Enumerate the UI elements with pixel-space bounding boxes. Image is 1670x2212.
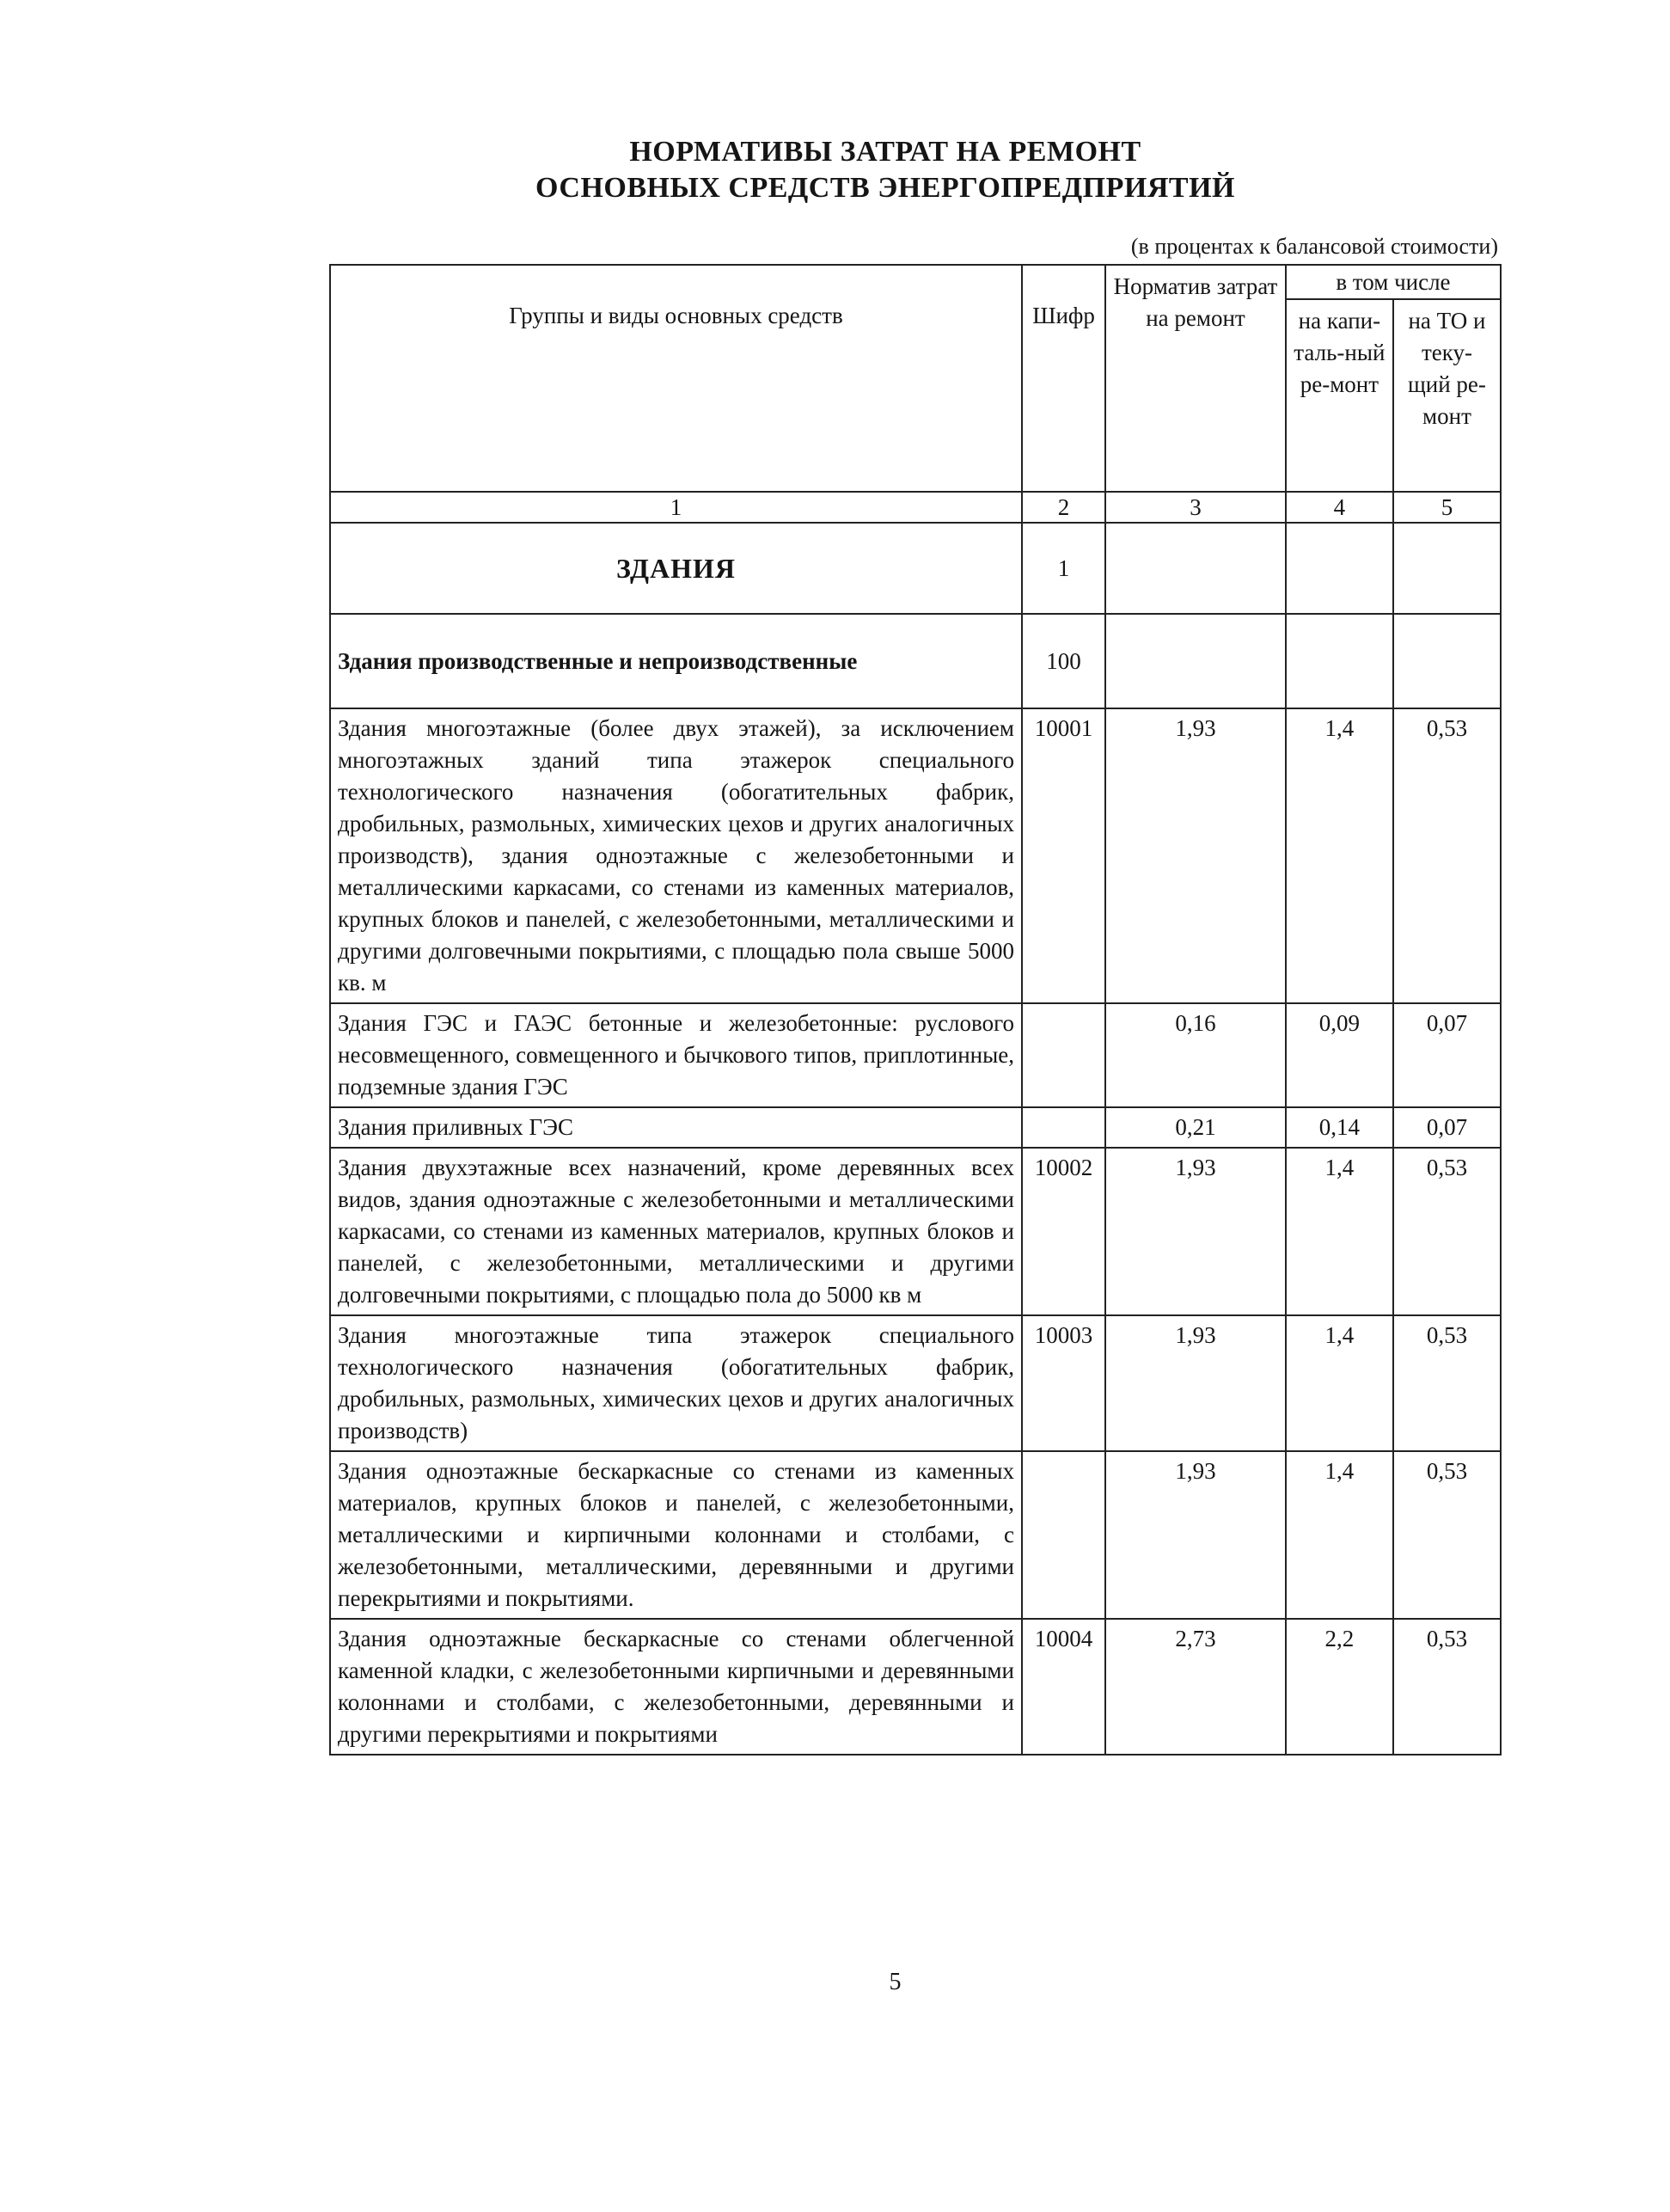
header-row [330,265,1501,299]
column-number: 3 [1105,492,1286,523]
column-number: 2 [1022,492,1105,523]
row-code: 10001 [1022,708,1105,1003]
row-capital-norm: 1,4 [1286,1451,1393,1619]
column-number: 5 [1393,492,1501,523]
empty-cell [1105,614,1286,708]
row-code: 10004 [1022,1619,1105,1755]
header-col-capital: на капи-таль-ный ре-монт [1286,299,1393,492]
row-capital-norm: 0,09 [1286,1003,1393,1107]
empty-cell [1393,614,1501,708]
page-number: 5 [889,1969,902,1995]
units-note: (в процентах к балансовой стоимости) [1130,234,1498,259]
row-capital-norm: 1,4 [1286,1148,1393,1315]
empty-cell [1393,523,1501,614]
column-numbers-row [330,492,1501,523]
header-col-current: на ТО и теку-щий ре-монт [1393,299,1501,492]
row-description: Здания одноэтажные бескаркасные со стенами облегченной каменной кладки, с железобетонными кирпичными и деревянными колоннами и столбами, с железобетонными, деревянными и другими перекрытиями и покрытиями [330,1619,1022,1755]
empty-cell [1286,614,1393,708]
column-number: 4 [1286,492,1393,523]
empty-cell [1105,523,1286,614]
table-row [330,1107,1501,1148]
row-current-norm: 0,53 [1393,1315,1501,1451]
row-capital-norm: 1,4 [1286,708,1393,1003]
row-description: Здания многоэтажные (более двух этажей), за исключением многоэтажных зданий типа этажерок специального технологического назначения (обогатительных фабрик, дробильных, размольных, химических цехов и других аналогичных производств), здания одноэтажные с железобетонными и металлическими каркасами, со стенами из каменных материалов, крупных блоков и панелей, с железобетонными, металлическими и другими долговечными покрытиями, с площадью пола свыше 5000 кв. м [330,708,1022,1003]
row-capital-norm: 0,14 [1286,1107,1393,1148]
row-total-norm: 1,93 [1105,1451,1286,1619]
group-title: Здания производственные и непроизводственные [330,614,1022,708]
document-title-line-1: НОРМАТИВЫ ЗАТРАТ НА РЕМОНТ [629,136,1141,168]
row-code [1022,1107,1105,1148]
row-total-norm: 0,16 [1105,1003,1286,1107]
table-row [330,1148,1501,1315]
row-capital-norm: 2,2 [1286,1619,1393,1755]
group-code: 100 [1022,614,1105,708]
row-current-norm: 0,53 [1393,1148,1501,1315]
header-col-code: Шифр [1022,265,1105,492]
row-description: Здания многоэтажные типа этажерок специального технологического назначения (обогатительных фабрик, дробильных, размольных, химических цехов и других аналогичных производств) [330,1315,1022,1451]
table-row [330,1315,1501,1451]
row-current-norm: 0,53 [1393,708,1501,1003]
row-total-norm: 1,93 [1105,1148,1286,1315]
group-row [330,614,1501,708]
row-current-norm: 0,53 [1393,1451,1501,1619]
row-capital-norm: 1,4 [1286,1315,1393,1451]
table-row [330,1619,1501,1755]
section-row [330,523,1501,614]
header-group-including: в том числе [1286,265,1501,299]
document-title-line-2: ОСНОВНЫХ СРЕДСТВ ЭНЕРГОПРЕДПРИЯТИЙ [535,172,1235,204]
row-description: Здания двухэтажные всех назначений, кроме деревянных всех видов, здания одноэтажные с железобетонными и металлическими каркасами, со стенами из каменных материалов, крупных блоков и панелей, с железобетонными, металлическими и другими долговечными покрытиями, с площадью пола до 5000 кв м [330,1148,1022,1315]
table-row [330,708,1501,1003]
row-code: 10002 [1022,1148,1105,1315]
section-title: ЗДАНИЯ [330,523,1022,614]
table-row [330,1003,1501,1107]
empty-cell [1286,523,1393,614]
row-total-norm: 0,21 [1105,1107,1286,1148]
row-total-norm: 2,73 [1105,1619,1286,1755]
row-description: Здания ГЭС и ГАЭС бетонные и железобетонные: руслового несовмещенного, совмещенного и бычкового типов, приплотинные, подземные здания ГЭС [330,1003,1022,1107]
row-current-norm: 0,53 [1393,1619,1501,1755]
row-code: 10003 [1022,1315,1105,1451]
table-row [330,1451,1501,1619]
row-total-norm: 1,93 [1105,1315,1286,1451]
row-description: Здания одноэтажные бескаркасные со стенами из каменных материалов, крупных блоков и панелей, с железобетонными, металлическими и кирпичными колоннами и столбами, с железобетонными, металлическими, деревянными и другими перекрытиями и покрытиями. [330,1451,1022,1619]
row-description: Здания приливных ГЭС [330,1107,1022,1148]
header-col-groups: Группы и виды основных средств [330,265,1022,492]
row-current-norm: 0,07 [1393,1107,1501,1148]
row-total-norm: 1,93 [1105,708,1286,1003]
column-number: 1 [330,492,1022,523]
row-current-norm: 0,07 [1393,1003,1501,1107]
section-code: 1 [1022,523,1105,614]
row-code [1022,1003,1105,1107]
norms-table [329,264,1502,1756]
header-col-norm: Норматив затрат на ремонт [1105,265,1286,492]
row-code [1022,1451,1105,1619]
